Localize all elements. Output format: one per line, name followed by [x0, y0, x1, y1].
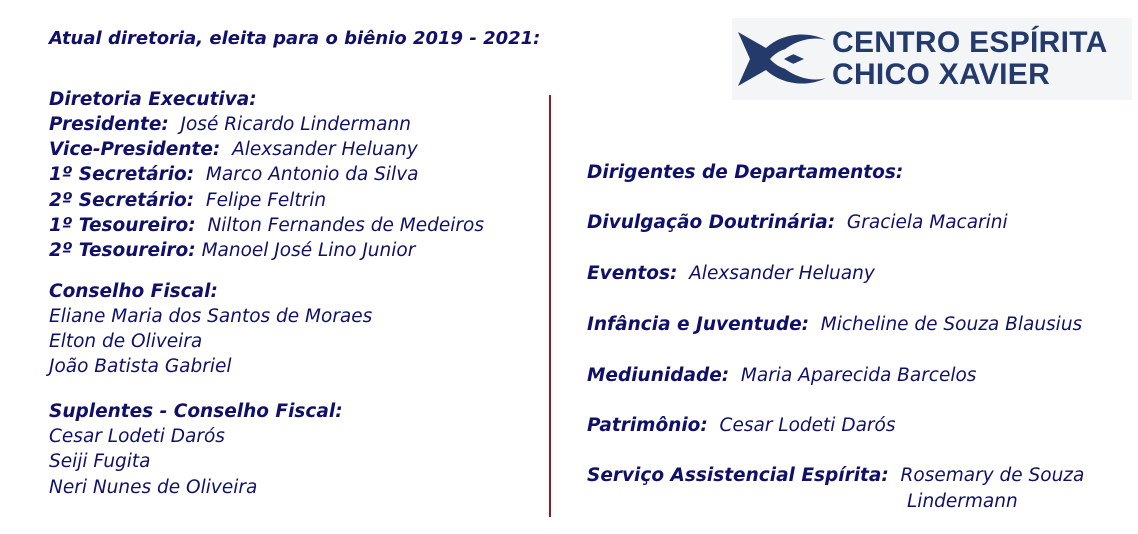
executive-role-row: [49, 238, 415, 263]
organization-logo: [732, 18, 1132, 100]
department-head: Maria Aparecida Barcelos: [740, 365, 977, 386]
substitutes-heading: Suplentes - Conselho Fiscal:: [49, 401, 343, 422]
executive-role-row: [49, 162, 418, 187]
department-label: Serviço Assistencial Espírita:: [587, 465, 889, 486]
role-label: Presidente:: [49, 114, 169, 135]
department-head: Alexsander Heluany: [689, 263, 875, 284]
role-label: 1º Secretário:: [49, 164, 195, 185]
intro-text: Atual diretoria, eleita para o biênio 2019 - 2021:: [49, 28, 541, 49]
fish-logo-icon: [736, 26, 828, 92]
council-member: Elton de Oliveira: [49, 331, 203, 352]
role-name: Felipe Feltrin: [205, 190, 327, 211]
substitute-member: Neri Nunes de Oliveira: [49, 477, 258, 498]
department-row: [587, 413, 895, 438]
executive-role-row: [49, 213, 484, 238]
role-name: Marco Antonio da Silva: [205, 164, 419, 185]
logo-line-1: CENTRO ESPÍRITA: [832, 26, 1108, 59]
department-row: [587, 463, 1084, 488]
substitute-member: Cesar Lodeti Darós: [49, 426, 225, 447]
council-member: Eliane Maria dos Santos de Moraes: [49, 306, 373, 327]
department-row: [587, 210, 1008, 235]
role-name: Manoel José Lino Junior: [201, 240, 416, 261]
role-label: 1º Tesoureiro:: [49, 215, 196, 236]
departments-heading: Dirigentes de Departamentos:: [587, 162, 904, 183]
role-label: 2º Tesoureiro:: [49, 240, 196, 261]
department-label: Infância e Juventude:: [587, 314, 810, 335]
department-label: Patrimônio:: [587, 415, 708, 436]
executive-role-row: [49, 188, 326, 213]
executive-role-row: [49, 112, 411, 137]
department-label: Divulgação Doutrinária:: [587, 212, 836, 233]
role-label: 2º Secretário:: [49, 190, 195, 211]
executive-role-row: [49, 137, 418, 162]
department-label: Eventos:: [587, 263, 678, 284]
council-member: João Batista Gabriel: [49, 356, 232, 377]
department-row: [587, 363, 976, 388]
department-row: [587, 261, 875, 286]
role-label: Vice-Presidente:: [49, 139, 221, 160]
department-row: [587, 312, 1082, 337]
substitute-member: Seiji Fugita: [49, 451, 151, 472]
logo-line-2: CHICO XAVIER: [832, 58, 1051, 91]
department-head: Micheline de Souza Blausius: [820, 314, 1083, 335]
role-name: Alexsander Heluany: [232, 139, 418, 160]
role-name: Nilton Fernandes de Medeiros: [207, 215, 484, 236]
executive-heading: Diretoria Executiva:: [49, 89, 257, 110]
department-head: Rosemary de Souza: [900, 465, 1085, 486]
department-head-continued: Lindermann: [907, 491, 1018, 512]
council-heading: Conselho Fiscal:: [49, 281, 218, 302]
role-name: José Ricardo Lindermann: [180, 114, 411, 135]
department-head: Cesar Lodeti Darós: [719, 415, 896, 436]
department-label: Mediunidade:: [587, 365, 730, 386]
column-divider: [549, 95, 551, 517]
department-head: Graciela Macarini: [846, 212, 1008, 233]
